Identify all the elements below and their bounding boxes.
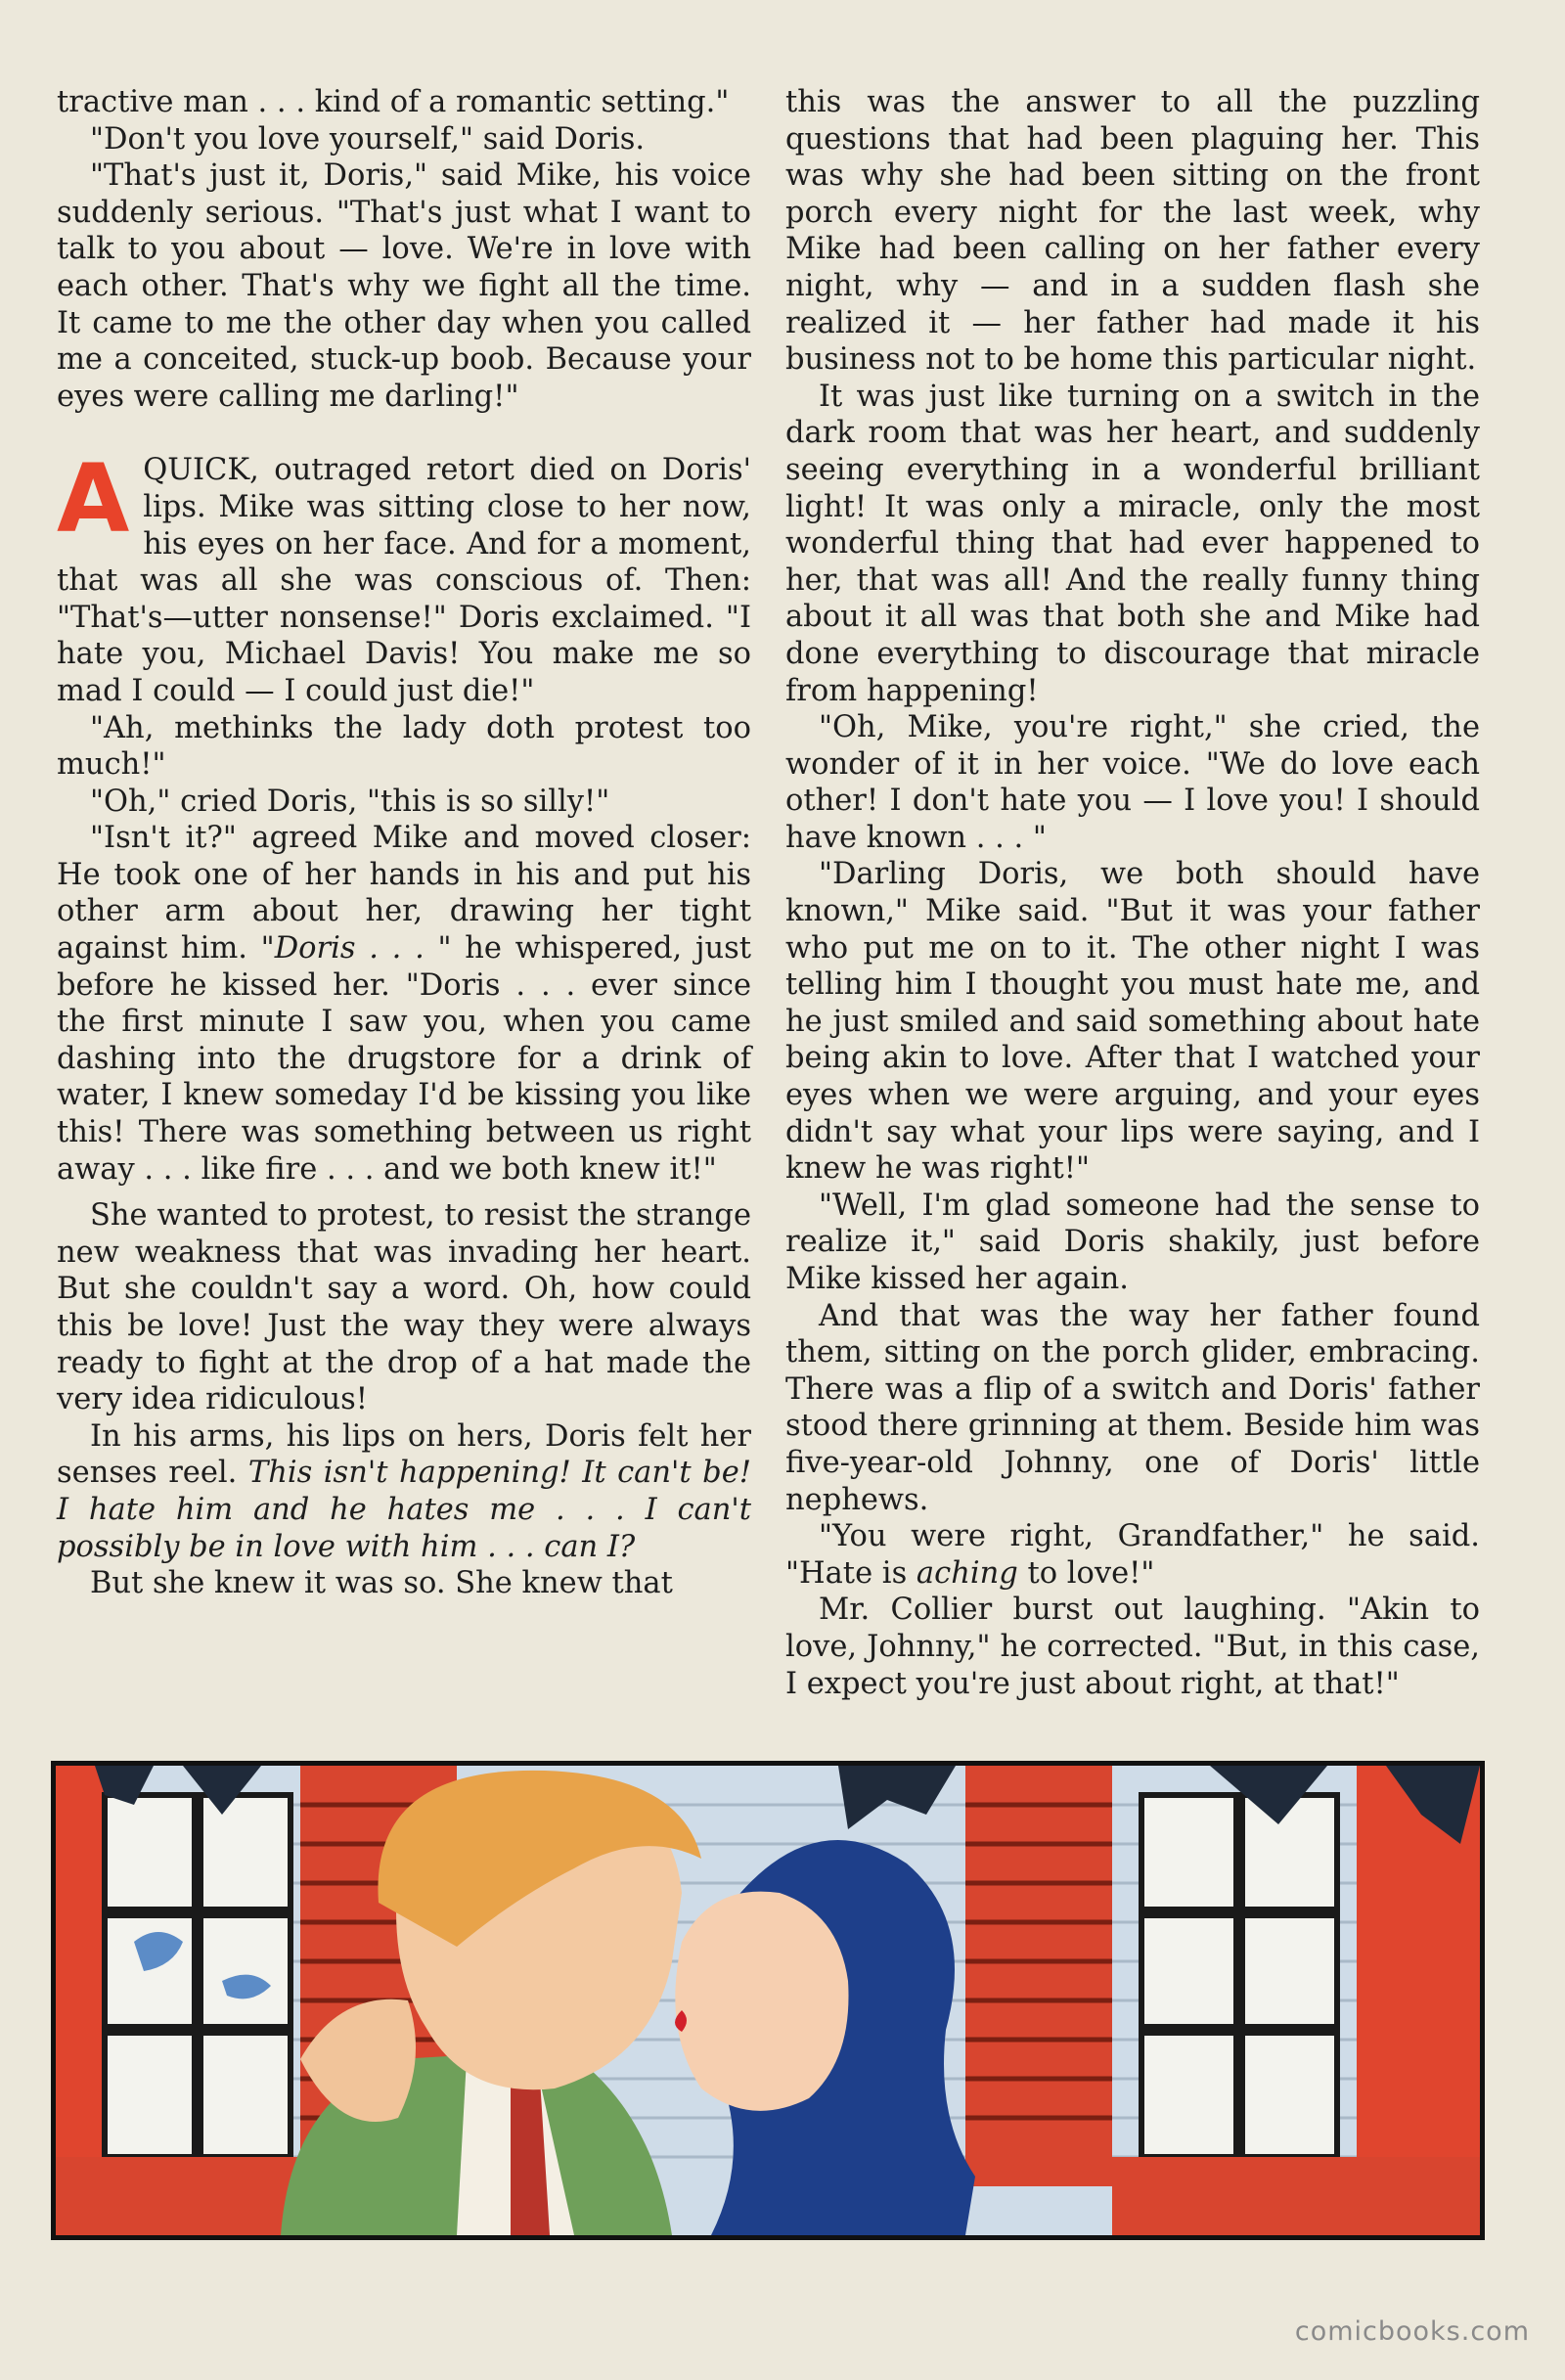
paragraph: Mr. Collier burst out laughing. "Akin to love, Johnny," he corrected. "But, in this case, I expect you're just about right, at that!": [785, 1593, 1480, 1701]
text-column-right: [785, 84, 1480, 1702]
italic-text: This isn't happening! It can't be! I hate him and he hates me . . . I can't possibly be in love with him . . . can I?: [57, 1456, 751, 1564]
paragraph-text: "Isn't it?" agreed Mike and moved closer: He took one of her hands in his and put his other arm about her, drawing her tight against him.: [57, 821, 751, 966]
paragraph: She wanted to protest, to resist the strange new weakness that was invading her heart. But she couldn't say a word. Oh, how could this be love! Just the way they were always ready to fight at the drop of a hat made the very idea ridiculous!: [57, 1198, 751, 1417]
paragraph-text: In his arms, his lips on hers, Doris felt her senses reel.: [57, 1418, 751, 1491]
right-sill: [1112, 2157, 1480, 2235]
paragraph: It was just like turning on a switch in the dark room that was her heart, and suddenly seeing everything in a wonderful brilliant light! It was only a miracle, only the most wonderful thing that had ever happened to her, that was all! And the really funny thing about it all was that both she and Mike had done everything to discourage that miracle from happening!: [785, 379, 1480, 708]
paragraph: But she knew it was so. She knew that: [90, 1566, 673, 1601]
paragraph-text: "You were right, Grandfather," he said. "Hate is: [785, 1519, 1480, 1591]
watermark: comicbooks.com: [1294, 2316, 1530, 2347]
italic-text: "Doris . . . ": [260, 931, 452, 966]
paragraph: "Well, I'm glad someone had the sense to realize it," said Doris shakily, just before Mike kissed her again.: [785, 1188, 1480, 1296]
paragraph: tractive man . . . kind of a romantic setting.": [57, 85, 730, 119]
text-column-left: [57, 84, 751, 1602]
drop-cap: A: [57, 444, 130, 555]
paragraph-text: QUICK, outraged retort died on Doris' lips. Mike was sitting close to her now, his eyes on her face. And for a moment, that was all she was conscious of. Then: "That's—utter nonsense!" Doris exclaimed. "I hate you, Michael Davis! You make me so mad I could — I could just die!": [57, 453, 751, 708]
paragraph: "Don't you love yourself," said Doris.: [90, 121, 646, 157]
paragraph: "That's just it, Doris," said Mike, his voice suddenly serious. "That's just what I want to talk to you about — love. We're in love with each other. That's why we fight all the time. It came to me the other day when you called me a conceited, stuck-up boob. Because your eyes were calling me darling!": [57, 158, 751, 414]
paragraph: "Ah, methinks the lady doth protest too much!": [57, 710, 751, 783]
paragraph: "Oh," cried Doris, "this is so silly!": [90, 784, 610, 819]
paragraph: [785, 1518, 1480, 1592]
illustration-panel: [51, 1761, 1485, 2240]
paragraph-text: to love!": [1017, 1555, 1155, 1591]
paragraph: And that was the way her father found them, sitting on the porch glider, embracing. There was a flip of a switch and Doris' father stood there grinning at them. Beside him was five-year-old Johnny, one of Doris' little nephews.: [785, 1298, 1480, 1517]
paragraph: [57, 1418, 751, 1565]
paragraph-text: he whispered, just before he kissed her. "Doris . . . ever since the first minute I saw you, when you came dashing into the drugstore for a drink of water, I knew someday I'd be kissing you like this! There was something between us right away . . . like fire . . . and we both knew it!": [57, 931, 751, 1187]
paragraph: this was the answer to all the puzzling questions that had been plaguing her. This was why she had been sitting on the front porch every night for the last week, why Mike had been calling on her father every night, why — and in a sudden flash she realized it — her father had made it his business not to be home this particular night.: [785, 85, 1480, 378]
italic-text: aching: [916, 1555, 1018, 1591]
right-shutter: [965, 1766, 1112, 2186]
paragraph-drop-cap: [57, 444, 751, 709]
paragraph: [57, 820, 751, 1188]
woman-face: [675, 1892, 848, 2111]
paragraph: "Darling Doris, we both should have known," Mike said. "But it was your father who put me on to it. The other night I was telling him I thought you must hate me, and he just smiled and said something about hate being akin to love. After that I watched your eyes when we were arguing, and your eyes didn't say what your lips were saying, and I knew he was right!": [785, 857, 1480, 1187]
paragraph: "Oh, Mike, you're right," she cried, the wonder of it in her voice. "We do love each other! I don't hate you — I love you! I should have known . . . ": [785, 710, 1480, 855]
kiss-illustration: [56, 1766, 1480, 2235]
